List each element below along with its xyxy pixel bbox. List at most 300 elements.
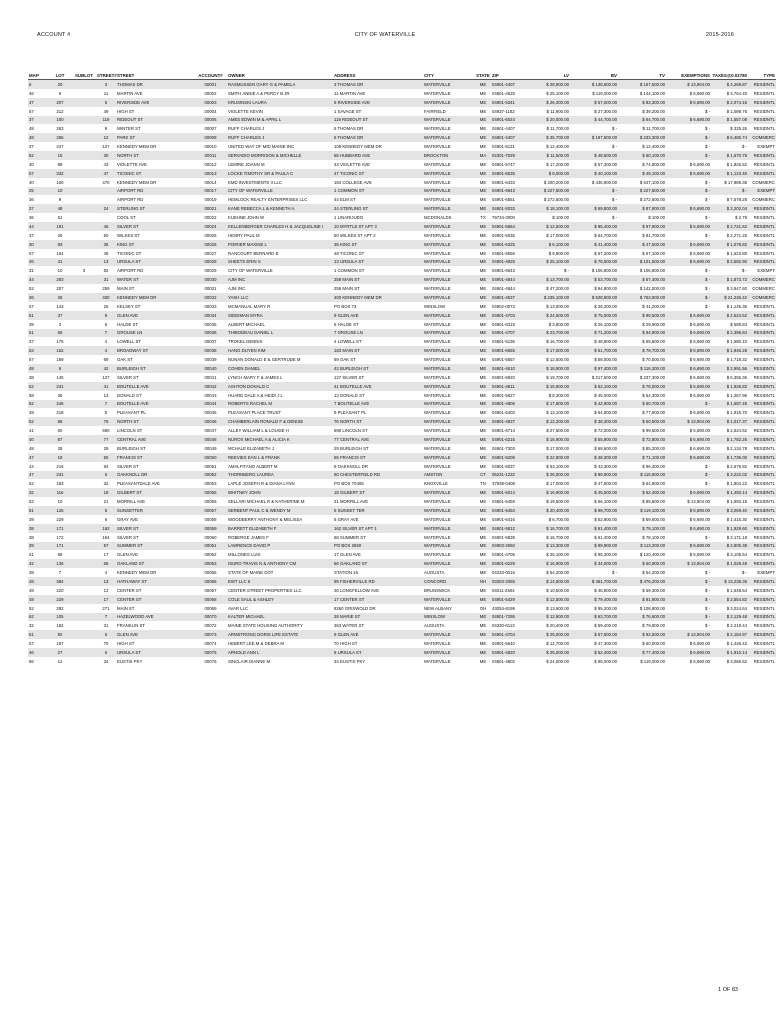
table-cell: WATERVILLE — [423, 364, 475, 373]
table-row — [28, 604, 776, 613]
table-cell: 04901-5037 — [492, 463, 515, 469]
table-cell: ME — [479, 232, 487, 238]
table-cell: WATERVILLE — [423, 240, 475, 249]
table-cell: RESIDNTL — [753, 392, 775, 398]
table-cell: $ - — [704, 481, 710, 487]
table-cell: $ 1,648.54 — [726, 587, 747, 593]
table-cell: $ 17,000.00 — [546, 445, 569, 451]
table-cell: $ 19,700.00 — [546, 374, 569, 380]
table-cell: RESIDNTL — [753, 357, 775, 363]
table-cell: SMITH ANNIE A & PERCY B JR — [228, 90, 290, 96]
table-cell: $ 2,184.97 — [711, 630, 748, 639]
column-header: EXEMPTIONS — [666, 71, 711, 80]
table-cell: 51 — [28, 506, 48, 515]
table-row — [28, 453, 776, 462]
table-cell: $ 25,000.00 — [523, 648, 570, 657]
table-cell: 52 — [29, 286, 34, 292]
table-cell: 04901-5014 — [491, 488, 523, 497]
table-cell: $ - — [611, 570, 617, 576]
table-cell — [96, 213, 116, 222]
table-cell: COMMERC — [752, 179, 775, 185]
table-cell — [72, 107, 96, 116]
table-cell: 56 — [29, 658, 34, 664]
table-cell: 6 — [28, 80, 48, 89]
table-cell: $ 23,700.00 — [523, 329, 570, 338]
table-cell — [72, 621, 96, 630]
table-cell: WATERVILLE — [423, 346, 475, 355]
table-cell: WATERVILLE — [423, 187, 475, 196]
table-cell: 37 — [29, 339, 34, 345]
table-cell: WATERVILLE — [423, 630, 475, 639]
table-cell: PO BOX 73 — [334, 303, 357, 309]
table-cell: RESIDNTL — [748, 116, 776, 125]
table-cell: $ 6,690.00 — [689, 90, 710, 96]
table-cell: 00061 — [194, 542, 227, 551]
table-cell: 04937-1182 — [492, 108, 515, 114]
table-cell: $ 85,200.00 — [642, 445, 665, 451]
table-cell: $ - — [666, 133, 711, 142]
table-cell: 44 — [28, 275, 48, 284]
table-cell: ME — [475, 258, 491, 267]
table-cell: $ 2,171.18 — [726, 534, 747, 540]
table-cell: 04901-5341 — [491, 98, 523, 107]
table-cell: $ - — [666, 151, 711, 160]
table-cell: $ 48,900.00 — [594, 339, 617, 345]
table-cell: $ 11,700.00 — [546, 126, 569, 132]
table-cell: NORTH ST — [116, 417, 194, 426]
table-cell: ME — [479, 658, 487, 664]
table-cell: $ 2,134.78 — [726, 445, 747, 451]
table-cell: ME — [479, 161, 487, 167]
table-cell — [72, 524, 96, 533]
table-cell: $ 47,300.00 — [594, 641, 617, 647]
table-cell: 46 — [28, 648, 48, 657]
table-cell: $ - — [570, 187, 618, 196]
table-cell: $ 62,400.00 — [618, 488, 666, 497]
table-cell: KING ST — [116, 240, 194, 249]
table-cell: 38 — [29, 534, 34, 540]
table-cell: GRAY AVE — [117, 516, 139, 522]
table-cell: $ 8,300.00 — [548, 392, 569, 398]
table-cell — [96, 195, 116, 204]
table-cell: 00008 — [194, 133, 227, 142]
table-cell: 7 BOUTELLE AVE — [333, 400, 423, 409]
table-cell: RESIDNTL — [748, 648, 776, 657]
table-cell: 00033 — [204, 303, 217, 309]
table-cell: $ - — [704, 587, 710, 593]
table-row — [28, 444, 776, 453]
table-cell: $ 65,600.00 — [642, 339, 665, 345]
table-cell: 37938-0408 — [492, 481, 515, 487]
table-cell: $ 98,700.00 — [570, 506, 618, 515]
table-cell: SELLARI MICHAEL R & KATHERINE M — [228, 499, 305, 505]
table-cell: 43 — [103, 161, 109, 167]
table-cell: $ 10,500.00 — [546, 587, 569, 593]
table-cell: FRANCIS ST — [116, 453, 194, 462]
table-cell — [72, 586, 96, 595]
table-row — [28, 284, 776, 293]
table-cell: 47 — [96, 169, 116, 178]
table-cell: WATERVILLE — [423, 453, 475, 462]
table-cell: 00057 — [194, 506, 227, 515]
table-cell: 119 — [96, 116, 116, 125]
table-cell: $ 1,826.52 — [726, 161, 747, 167]
table-cell: $ - — [611, 197, 617, 203]
table-cell: $ - — [704, 144, 710, 150]
table-cell: 271 — [102, 605, 110, 611]
table-cell: NEW ALBANY — [424, 605, 452, 611]
table-cell: BRUNSWICK — [424, 587, 451, 593]
table-cell: $ 17,000.00 — [546, 481, 569, 487]
table-cell: $ 6,690.00 — [666, 648, 711, 657]
table-cell: WATERVILLE — [424, 410, 451, 416]
table-cell: 00075 — [194, 648, 227, 657]
table-cell: $ 48,800.00 — [594, 587, 617, 593]
table-cell: 00025 — [204, 232, 217, 238]
table-cell: 3 — [96, 80, 116, 89]
table-cell: 52 — [29, 481, 34, 487]
table-cell: 00031 — [204, 286, 217, 292]
table-cell: ME — [479, 144, 487, 150]
table-cell: AMSTON — [423, 471, 475, 480]
table-cell: $ 2,554.82 — [711, 595, 748, 604]
table-cell: $ 52,400.00 — [570, 648, 618, 657]
table-cell: 04901-6416 — [492, 516, 515, 522]
table-cell: COMMERC — [752, 286, 775, 292]
table-cell: ME — [475, 542, 491, 551]
table-cell: HANG DUYEN KIM — [227, 346, 333, 355]
table-cell: 62 — [28, 613, 48, 622]
table-cell: $ 21,236.42 — [711, 293, 748, 302]
table-cell — [72, 142, 96, 151]
table-cell: RESIDNTL — [748, 613, 776, 622]
table-cell: 100 — [56, 179, 64, 185]
table-cell: $ 26,000.00 — [523, 471, 570, 480]
table-cell: $ 235,100.00 — [523, 293, 570, 302]
table-row — [28, 364, 776, 373]
table-cell: $ 200,200.00 — [543, 179, 569, 185]
table-cell: 5 THOMAS DR — [333, 133, 423, 142]
table-cell: POIRIER MAXINE L — [227, 240, 333, 249]
table-cell: $ 28,900.00 — [523, 80, 570, 89]
table-row — [28, 302, 776, 311]
table-cell: 164 — [102, 534, 110, 540]
table-cell: RESIDNTL — [748, 471, 776, 480]
table-cell: RESIDNTL — [748, 311, 776, 320]
table-cell — [72, 124, 96, 133]
table-cell: 04901-6643 — [491, 187, 523, 196]
table-cell: $ 17,800.00 — [523, 400, 570, 409]
table-cell: BROADWAY ST — [116, 346, 194, 355]
table-cell: SHEETS ERIN S — [227, 258, 333, 267]
table-cell — [72, 577, 96, 586]
table-cell: HALDE ST — [117, 321, 139, 327]
table-cell: 76 — [96, 417, 116, 426]
table-cell — [72, 240, 96, 249]
table-cell: TROKEL DENNIS — [228, 339, 263, 345]
table-cell: $ 13,904.00 — [666, 417, 711, 426]
table-cell: 57 — [29, 303, 34, 309]
table-cell: HEBERT LEE M & DEBRA M — [228, 641, 284, 647]
table-cell: 48 — [29, 410, 34, 416]
table-cell: 04901-4925 — [491, 258, 523, 267]
table-row — [28, 240, 776, 249]
table-cell: $ 49,100.00 — [618, 169, 666, 178]
table-cell: 44 ELM ST — [334, 197, 356, 203]
column-header: CITY — [423, 71, 475, 80]
table-cell: $ 2,905.38 — [711, 542, 748, 551]
table-cell: 15 — [48, 151, 72, 160]
table-cell: 119 RIDEOUT ST — [333, 116, 423, 125]
table-cell: 384 — [48, 577, 72, 586]
table-cell — [72, 249, 96, 258]
table-cell: 50 WILKES ST APT 2 — [334, 232, 376, 238]
table-cell: $ 6,690.00 — [689, 552, 710, 558]
table-cell: $ 79,400.00 — [570, 595, 618, 604]
table-cell: WATERVILLE — [423, 222, 475, 231]
table-cell: 00063 — [194, 559, 227, 568]
table-cell: 00035 — [204, 321, 217, 327]
table-cell: $ 66,100.00 — [594, 499, 617, 505]
table-cell: 41 — [29, 428, 34, 434]
table-cell: 00051 — [204, 463, 217, 469]
table-cell: $ 76,600.00 — [618, 613, 666, 622]
table-cell: $ 12,900.00 — [523, 613, 570, 622]
table-row — [28, 337, 776, 346]
table-cell: 6 OAKKNOLL DR — [334, 463, 368, 469]
table-cell: COLE SAUL & ASHLEY — [227, 595, 333, 604]
table-cell — [72, 284, 96, 293]
table-cell: $ 6,690.00 — [666, 329, 711, 338]
table-cell: RESIDNTL — [753, 552, 775, 558]
table-cell: 10 — [57, 499, 63, 505]
table-cell: $ - — [704, 303, 710, 309]
table-cell: MCHALE ELIZABETH J — [228, 445, 274, 451]
table-row — [28, 266, 776, 275]
table-cell — [72, 275, 96, 284]
table-cell: $ 25,000.00 — [523, 630, 570, 639]
table-cell: WINTER ST — [117, 126, 141, 132]
table-cell: 21 MORRILL AVE — [334, 499, 369, 505]
table-cell: $ 48,300.00 — [570, 453, 618, 462]
table-cell: 00073 — [194, 630, 227, 639]
table-cell: WATERVILLE — [423, 329, 475, 338]
table-cell: AMALFITANO ALBERT M — [228, 463, 278, 469]
table-cell: 04901-6318 — [492, 321, 515, 327]
table-cell: 61 — [57, 215, 63, 221]
table-cell — [72, 550, 96, 559]
table-cell: 04901-4802 — [492, 658, 515, 664]
table-cell: $ 68,600.00 — [594, 445, 617, 451]
table-cell: 38 — [28, 524, 48, 533]
table-cell: 259 MAIN ST — [333, 275, 423, 284]
table-cell: $ 13,904.00 — [666, 559, 711, 568]
table-cell: WHITNEY JOHN — [227, 488, 333, 497]
table-cell: BURLEIGH ST — [116, 364, 194, 373]
table-cell: $ 12,500.00 — [546, 357, 569, 363]
table-cell: 265 — [48, 133, 72, 142]
table-cell: WATERVILLE — [423, 169, 475, 178]
table-row — [28, 417, 776, 426]
table-cell: 00028 — [194, 258, 227, 267]
table-cell: HAZELWOOD AVE — [116, 613, 194, 622]
table-cell: $ 77,600.00 — [642, 410, 665, 416]
table-cell: $ 50,900.00 — [618, 559, 666, 568]
table-cell: EXEMPT — [748, 187, 776, 196]
table-cell: 57 — [28, 169, 48, 178]
table-cell: $ 3,066.62 — [726, 658, 747, 664]
table-cell: 6 — [96, 630, 116, 639]
table-cell: 00043 — [204, 392, 217, 398]
table-cell: 5 THOMAS DR — [334, 126, 364, 132]
table-cell: 47 — [28, 453, 48, 462]
table-cell: WOODBERRY ANTHONY & MELISSA — [228, 516, 303, 522]
table-row — [28, 524, 776, 533]
table-cell: $ 70,500.00 — [642, 357, 665, 363]
table-cell: RESIDNTL — [748, 240, 776, 249]
table-cell: ME — [475, 559, 491, 568]
table-cell: $ - — [741, 570, 747, 576]
table-cell: 00030 — [194, 275, 227, 284]
table-cell: 259 MAIN ST — [334, 286, 360, 292]
table-cell: 04901-5747 — [492, 161, 515, 167]
table-cell: ROBERGE JAMES F — [228, 534, 269, 540]
table-cell: WATERVILLE — [424, 321, 451, 327]
table-cell: $ 1,735.00 — [711, 453, 748, 462]
table-cell: $ - — [704, 286, 710, 292]
table-cell: RIDEOUT ST — [116, 116, 194, 125]
table-cell: $ - — [611, 215, 617, 221]
table-cell: $ 16,700.00 — [523, 524, 570, 533]
table-cell: 03303-2065 — [491, 577, 523, 586]
table-cell — [72, 444, 96, 453]
table-cell: 00047 — [204, 428, 217, 434]
table-cell: $ 17,200.00 — [546, 161, 569, 167]
table-cell: $ 106,800.00 — [639, 268, 665, 274]
table-cell: 53 — [28, 346, 48, 355]
table-cell: $ 6,700.00 — [548, 516, 569, 522]
table-cell: 04011-2504 — [492, 587, 515, 593]
table-cell: $ 1,873.72 — [711, 275, 748, 284]
table-cell: $ 41,400.00 — [570, 240, 618, 249]
table-cell: $ 6,690.00 — [689, 445, 710, 451]
table-cell: $ - — [704, 534, 710, 540]
table-cell: 00072 — [204, 623, 217, 629]
table-cell: 00017 — [194, 187, 227, 196]
table-cell: WATERVILLE — [424, 357, 451, 363]
table-cell: 353 WATER ST — [334, 623, 365, 629]
table-cell: RESIDNTL — [753, 623, 775, 629]
table-cell: $ 16,900.00 — [523, 435, 570, 444]
table-cell: $ 20,400.00 — [546, 623, 569, 629]
table-cell: $ 1,804.22 — [726, 481, 747, 487]
table-cell: 00011 — [194, 151, 227, 160]
table-cell: 35 KING ST — [333, 240, 423, 249]
table-cell — [72, 515, 96, 524]
table-cell: $ 6,690.00 — [666, 116, 711, 125]
table-cell: 48 — [28, 133, 48, 142]
tax-roll-table — [28, 71, 776, 666]
table-cell: RESIDNTL — [753, 232, 775, 238]
table-cell: $ - — [741, 144, 747, 150]
table-row — [28, 195, 776, 204]
table-cell: $ - — [741, 268, 747, 274]
table-cell: $ 6,690.00 — [666, 258, 711, 267]
table-cell: 39 — [29, 321, 34, 327]
table-cell: RESIDNTL — [753, 250, 775, 256]
table-cell: CITY OF WATERVILLE — [227, 187, 333, 196]
table-row — [28, 355, 776, 364]
table-cell: 17 — [96, 595, 116, 604]
table-cell: RESIDNTL — [748, 258, 776, 267]
table-cell: $ 3,947.60 — [726, 286, 747, 292]
table-cell: WATERVILLE — [423, 506, 475, 515]
table-cell: 00067 — [204, 587, 217, 593]
table-cell: RESIDNTL — [753, 641, 775, 647]
table-cell: 34 EUSTIS PKY — [334, 658, 366, 664]
table-cell: ME — [475, 506, 491, 515]
table-cell: 30 — [28, 240, 48, 249]
table-cell: WATERVILLE — [424, 516, 451, 522]
table-cell: $ 61,700.00 — [570, 346, 618, 355]
table-cell: ME — [479, 445, 487, 451]
table-cell: WATERVILLE — [423, 488, 475, 497]
table-cell: KENNEDY MEM DR — [117, 144, 157, 150]
table-cell: 55 FRANCIS ST — [333, 453, 423, 462]
table-cell: HIGH ST — [117, 108, 135, 114]
table-cell: RESIDNTL — [748, 595, 776, 604]
table-cell: 04901-6024 — [491, 116, 523, 125]
table-cell: ME — [479, 321, 487, 327]
table-cell: GROUSE LN — [116, 329, 194, 338]
table-cell: $ 20,000.00 — [523, 116, 570, 125]
table-cell: RESIDNTL — [748, 577, 776, 586]
table-cell: WATERVILLE — [423, 400, 475, 409]
table-cell: $ 476,200.00 — [618, 577, 666, 586]
table-cell: WATERVILLE — [424, 232, 451, 238]
table-cell: 48 — [29, 587, 34, 593]
table-cell: UNITED WAY OF MID MAINE INC — [228, 144, 295, 150]
table-cell: $ 325.26 — [730, 126, 747, 132]
table-cell: $ 119,100.00 — [618, 506, 666, 515]
table-row — [28, 426, 776, 435]
table-cell: WATERVILLE — [423, 275, 475, 284]
table-cell: $ 227,500.00 — [618, 187, 666, 196]
table-cell: AJM INC — [227, 275, 333, 284]
table-cell: $ 34,000.00 — [570, 559, 618, 568]
table-cell: ME — [479, 392, 487, 398]
table-cell: 28 MARIE ST — [333, 613, 423, 622]
table-cell: $ 6,690.00 — [666, 204, 711, 213]
table-cell: TICONIC ST — [117, 250, 142, 256]
table-cell — [96, 187, 116, 196]
table-cell — [72, 337, 96, 346]
table-cell: 04901-4844 — [492, 286, 515, 292]
column-header: BV — [570, 71, 618, 80]
table-cell — [72, 204, 96, 213]
table-cell: REEVIES EAN L & FRANK — [227, 453, 333, 462]
table-cell: CT — [475, 471, 491, 480]
column-header: LOT — [48, 71, 72, 80]
table-body — [28, 80, 776, 666]
table-cell: 31 — [29, 268, 34, 274]
table-cell: $ 7,578.28 — [726, 197, 747, 203]
table-cell — [72, 133, 96, 142]
table-cell: $ 20,400.00 — [523, 506, 570, 515]
table-cell: 175 — [56, 339, 64, 345]
table-cell: 02301-7029 — [491, 151, 523, 160]
table-cell: PARK ST — [116, 133, 194, 142]
